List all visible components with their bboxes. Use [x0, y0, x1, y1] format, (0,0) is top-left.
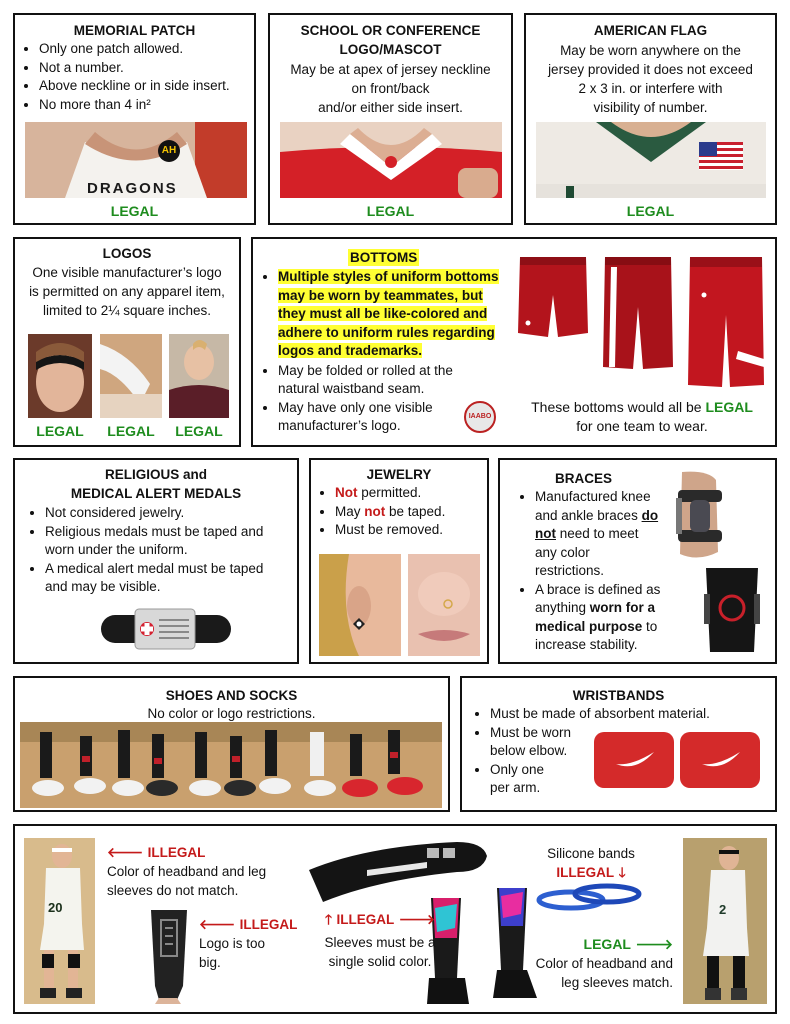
braces-emphasis: worn for a [589, 600, 656, 615]
bottoms-caption-text: for one team to wear. [576, 418, 708, 434]
illegal-note-2 [199, 916, 297, 972]
memorial-patch-rules [17, 40, 269, 114]
iaabo-seal-logo [464, 401, 496, 433]
memorial-patch-panel [13, 13, 256, 225]
bottoms-rule-text: natural waistband seam. [278, 381, 425, 396]
braces-rule-text: any color [535, 544, 590, 560]
religious-rules [23, 504, 317, 597]
illegal-note-text: single solid color. [328, 954, 432, 969]
jewelry-rule-text: be taped. [385, 503, 446, 519]
memorial-verdict: LEGAL [110, 203, 159, 219]
braces-emphasis: medical purpose [535, 618, 643, 634]
religious-rule-text: and may be visible. [45, 579, 161, 594]
religious-rule [45, 560, 317, 597]
illegal-note-text: Logo is too [199, 936, 266, 951]
jewelry-rule [335, 484, 505, 503]
religious-rule-text: Religious medals must be taped and [45, 523, 264, 539]
legal-note-text: Color of headband and [535, 956, 673, 971]
up-arrow-icon: 🡑 [325, 912, 333, 927]
braces-emphasis: not [535, 526, 556, 541]
school-logo-photo [280, 122, 502, 198]
arm-sleeve-logo-photo [100, 334, 162, 418]
braces-title: BRACES [555, 471, 613, 486]
jewelry-rules [313, 484, 505, 540]
wristbands-rule-text: Only one [490, 761, 545, 777]
right-arrow-icon: 🡒 [398, 912, 435, 927]
player2-jersey-number: 2 [719, 902, 727, 917]
bottoms-caption [511, 398, 773, 436]
school-text: and/or either side insert. [318, 100, 463, 115]
bottoms-hl-line: may be worn by teammates, but [278, 287, 483, 303]
school-logo-panel [268, 13, 513, 225]
silicone-bands-note [535, 844, 647, 886]
medical-alert-bracelet-image [101, 607, 231, 651]
illegal-note-text: sleeves do not match. [107, 883, 239, 898]
religious-rule-text: A medical alert medal must be taped [45, 560, 264, 576]
flag-text: May be worn anywhere on the [560, 43, 741, 58]
illegal-label: ILLEGAL [239, 917, 298, 932]
legal-note [513, 936, 673, 992]
braces-rule-text: and ankle braces [535, 507, 642, 523]
illegal-note-text: Color of headband and leg [107, 864, 267, 879]
shorts-2-image [601, 255, 675, 373]
school-title-line2: LOGO/MASCOT [339, 42, 442, 57]
jewelry-emphasis: Not [335, 485, 358, 500]
shorts-3-image [686, 255, 766, 391]
memorial-patch-title: MEMORIAL PATCH [73, 23, 196, 38]
religious-rule: • Not considered jewelry. [45, 504, 317, 523]
logos-text: One visible manufacturer’s logo [32, 265, 222, 280]
jewelry-panel [309, 458, 489, 664]
wristband-image-right [678, 730, 762, 790]
logos-verdict: LEGAL [107, 423, 155, 439]
flag-text: 2 x 3 in. or interfere with [578, 81, 723, 96]
jersey-logo-photo [169, 334, 229, 418]
silicone-bands-text: Silicone bands [547, 846, 635, 861]
wristbands-rule-text: per arm. [490, 780, 541, 795]
logos-verdict: LEGAL [175, 423, 223, 439]
shoes-subtitle: No color or logo restrictions. [147, 706, 316, 721]
jewelry-rule: • Must be removed. [335, 521, 505, 540]
school-text: on front/back [351, 81, 430, 96]
braces-rule-text: need to meet [556, 526, 639, 541]
legal-label: LEGAL [583, 936, 631, 952]
shoes-socks-panel [13, 676, 450, 812]
jewelry-rule-text: May [335, 503, 365, 519]
braces-rule-text: restrictions. [535, 563, 605, 578]
american-flag-panel [524, 13, 777, 225]
down-arrow-icon: 🡓 [618, 865, 626, 880]
memorial-patch-badge: AH [158, 140, 180, 162]
religious-rule-text: worn under the uniform. [45, 542, 188, 557]
wristbands-title: WRISTBANDS [572, 688, 665, 703]
nose-ring-photo [408, 554, 480, 656]
player1-jersey-number: 20 [48, 900, 63, 915]
logos-verdict: LEGAL [36, 423, 84, 439]
headband-logo-photo [28, 334, 92, 418]
bottoms-hl-line: Multiple styles of uniform bottoms [278, 269, 499, 284]
logos-panel [13, 237, 241, 447]
bottoms-hl-line: logos and trademarks. [278, 343, 423, 358]
left-arrow-icon: 🡐 [107, 845, 144, 860]
jewelry-emphasis: not [364, 503, 386, 519]
jewelry-rule [335, 503, 505, 522]
flag-verdict: LEGAL [626, 203, 675, 219]
braces-rule-text: to [642, 618, 658, 634]
knee-sleeve-brace-image [696, 564, 768, 656]
shorts-1-image [516, 255, 590, 345]
seal-text: IAABO [468, 413, 492, 420]
flag-title: AMERICAN FLAG [593, 23, 708, 38]
bottoms-caption-legal: LEGAL [705, 399, 753, 415]
jewelry-title: JEWELRY [366, 467, 432, 482]
player-mismatched-sleeves-photo [24, 838, 95, 1004]
bottoms-hl-line: adhere to uniform rules regarding [278, 324, 495, 340]
wristband-image-left [592, 730, 676, 790]
sleeves-bands-panel [13, 824, 777, 1014]
illegal-note-text: big. [199, 955, 221, 970]
flag-text: jersey provided it does not exceed [548, 62, 753, 77]
earring-photo [319, 554, 401, 656]
leg-sleeve-big-logo-image [147, 908, 191, 1004]
silicone-bands-image [535, 882, 645, 912]
shoes-socks-photo [20, 722, 442, 808]
flag-jersey-photo [536, 122, 766, 198]
bottoms-title: BOTTOMS [350, 250, 418, 265]
shoes-title: SHOES AND SOCKS [165, 688, 298, 703]
illegal-label: ILLEGAL [556, 865, 615, 880]
bottoms-rule-text: manufacturer’s logo. [278, 418, 401, 433]
wristbands-rule: • Must be made of absorbent material. [490, 705, 790, 724]
braces-rule-text: anything [535, 600, 590, 615]
illegal-label: ILLEGAL [147, 845, 206, 860]
illegal-note-3 [311, 910, 449, 971]
bottoms-rule-highlighted [278, 268, 530, 361]
braces-rule [535, 581, 705, 655]
bottoms-rule-text: May have only one visible [278, 399, 433, 415]
religious-title-line1: RELIGIOUS and [104, 467, 207, 482]
logos-text: limited to 2¼ square inches. [42, 303, 212, 318]
player-matched-sleeves-photo [683, 838, 767, 1004]
bottoms-rule-text: May be folded or rolled at the [278, 362, 453, 378]
religious-title-line2: MEDICAL ALERT MEDALS [70, 486, 242, 501]
braces-rule-text: Manufactured knee [535, 489, 651, 504]
religious-medals-panel [13, 458, 299, 664]
right-arrow-icon: 🡒 [635, 936, 673, 952]
memorial-rule: • No more than 4 in² [39, 96, 269, 115]
religious-rule [45, 523, 317, 560]
illegal-note-1 [107, 844, 266, 900]
illegal-note-text: Sleeves must be a [324, 935, 436, 950]
logos-title: LOGOS [102, 246, 152, 261]
wristbands-rule-text: Must be worn [490, 724, 572, 740]
bottoms-hl-line: they must all be like-colored and [278, 306, 488, 321]
flag-text: visibility of number. [593, 100, 708, 115]
braces-rule-text: increase stability. [535, 637, 638, 652]
braces-rule-text: A brace is defined as [535, 581, 661, 597]
bottoms-rule [278, 362, 530, 399]
memorial-patch-photo [25, 122, 247, 198]
jersey-lettering: DRAGONS [87, 180, 178, 197]
wristbands-rule-text: below elbow. [490, 743, 568, 758]
knee-brace-image [668, 470, 730, 562]
flag-patch-icon [699, 142, 743, 170]
memorial-rule: • Only one patch allowed. [39, 40, 269, 59]
logos-text: is permitted on any apparel item, [29, 284, 225, 299]
bottoms-panel [251, 237, 777, 447]
bottoms-caption-text: These bottoms would all be [531, 399, 706, 415]
school-verdict: LEGAL [366, 203, 415, 219]
wristbands-panel [460, 676, 777, 812]
illegal-label: ILLEGAL [336, 912, 395, 927]
legal-note-text: leg sleeves match. [561, 975, 673, 990]
memorial-rule: • Not a number. [39, 59, 269, 78]
school-title-line1: SCHOOL OR CONFERENCE [300, 23, 481, 38]
left-arrow-icon: 🡐 [199, 917, 236, 932]
memorial-rule: • Above neckline or in side insert. [39, 77, 269, 96]
school-text: May be at apex of jersey neckline [290, 62, 491, 77]
jewelry-rule-text: permitted. [357, 485, 422, 500]
braces-emphasis: do [641, 507, 659, 523]
braces-panel [498, 458, 777, 664]
